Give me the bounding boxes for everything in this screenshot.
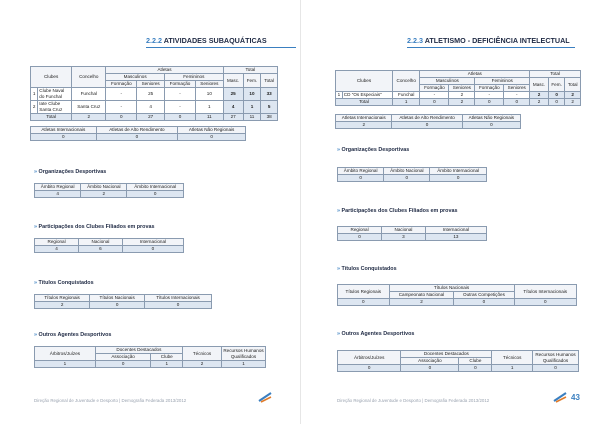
outros-table — [337, 350, 579, 372]
header-cell: Âmbito Nacional — [81, 184, 127, 191]
header-cell: Títulos Regionais — [35, 295, 90, 302]
cell: 0 — [164, 114, 195, 121]
tit-section-title: » Títulos Conquistados — [337, 266, 397, 272]
header-cell: Atletas Não Regionais — [462, 115, 520, 122]
org-title-text: Organizações Desportivas — [341, 147, 410, 153]
cell: 0 — [95, 361, 151, 368]
header-total: Total — [223, 67, 277, 74]
cell: 0 — [420, 99, 449, 106]
cell: 25 — [223, 88, 243, 101]
header-cell: Regional — [35, 239, 79, 246]
part-table — [34, 238, 184, 253]
cell: 0 — [338, 299, 390, 306]
org-section-title: » Organizações Desportivas — [34, 169, 107, 175]
cell: 2 — [449, 99, 475, 106]
tit-table — [34, 294, 212, 309]
header-cell: Atletas de Alto Rendimento — [392, 115, 462, 122]
header-total-col: Total — [261, 74, 278, 88]
cell: 4 — [35, 246, 79, 253]
header-cell: Âmbito Regional — [338, 168, 384, 175]
cell: 2 — [72, 114, 106, 121]
header-cell: Âmbito Internacional — [127, 184, 184, 191]
cell: 38 — [261, 114, 278, 121]
header-formacao: Formação — [106, 81, 137, 88]
header-cell: Campeonato Nacional — [389, 292, 454, 299]
cell: 0 — [454, 299, 514, 306]
cell: 0 — [178, 134, 246, 141]
cell: 13 — [425, 234, 486, 241]
header-cell: Títulos Regionais — [338, 285, 390, 299]
header-seniores: Seniores — [137, 81, 165, 88]
cell: 2 — [81, 191, 127, 198]
tit-title-text: Títulos Conquistados — [38, 280, 94, 286]
header-masculinos: Masculinos — [106, 74, 165, 81]
cell: 0 — [127, 191, 184, 198]
outros-title-text: Outros Agentes Desportivos — [341, 331, 415, 337]
concelho: Funchal — [72, 88, 106, 101]
title-rule — [146, 47, 296, 48]
header-total-col: Total — [565, 78, 581, 92]
cell: 2 — [449, 92, 475, 99]
header-cell: Atletas Não Regionais — [178, 127, 246, 134]
header-fem: Fem. — [243, 74, 261, 88]
header-cell: Recursos Humanos Qualificados — [533, 351, 579, 365]
header-formacao: Formação — [420, 85, 449, 92]
header-concelho: Concelho — [392, 71, 419, 92]
cell: 27 — [223, 114, 243, 121]
cell: 0 — [548, 92, 564, 99]
cell: 2 — [565, 99, 581, 106]
cell: 0 — [475, 99, 504, 106]
cell: 2 — [565, 92, 581, 99]
cell: 0 — [401, 365, 459, 372]
header-cell: Âmbito Nacional — [384, 168, 430, 175]
cell: 1 — [222, 361, 266, 368]
header-seniores: Seniores — [196, 81, 224, 88]
header-cell: Títulos Nacionais — [389, 285, 514, 292]
cell: 0 — [430, 175, 487, 182]
section-number: 2.2.2 — [146, 36, 162, 45]
cell: 10 — [243, 88, 261, 101]
header-cell: Regional — [338, 227, 382, 234]
total-label: Total — [31, 114, 72, 121]
cell: 0 — [338, 175, 384, 182]
header-concelho: Concelho — [72, 67, 106, 88]
row-number: 1 — [31, 88, 38, 101]
header-cell: Associação — [95, 354, 151, 361]
header-formacao: Formação — [475, 85, 504, 92]
cell: 1 — [492, 365, 533, 372]
drjd-logo-icon — [553, 390, 567, 404]
header-cell: Técnicos — [492, 351, 533, 365]
header-femininos: Femininos — [164, 74, 223, 81]
part-section-title: » Participações dos Clubes Filiados em provas — [337, 208, 458, 214]
header-clubes: Clubes — [336, 71, 393, 92]
cell: 4 — [35, 191, 81, 198]
table-row — [31, 101, 278, 114]
cell: 0 — [338, 234, 382, 241]
header-cell: Títulos Nacionais — [90, 295, 145, 302]
clubes-table — [335, 70, 581, 106]
cell: 33 — [261, 88, 278, 101]
outros-table — [34, 346, 266, 368]
org-table — [337, 167, 487, 182]
page-number: 43 — [571, 393, 580, 402]
header-fem: Fem. — [548, 78, 564, 92]
cell: 1 — [243, 101, 261, 114]
header-cell: Internacional — [122, 239, 183, 246]
header-cell: Docentes Destacados — [401, 351, 492, 358]
cell: - — [475, 92, 504, 99]
header-cell: Nacional — [382, 227, 426, 234]
cell: 5 — [261, 101, 278, 114]
header-cell: Títulos Internacionais — [514, 285, 577, 299]
cell: 0 — [106, 114, 137, 121]
cell: 10 — [196, 88, 224, 101]
header-cell: Clube — [151, 354, 183, 361]
cell: 0 — [31, 134, 97, 141]
cell: - — [164, 88, 195, 101]
cell: 4 — [223, 101, 243, 114]
cell: 0 — [90, 302, 145, 309]
cell: 0 — [462, 122, 520, 129]
header-atletas: Atletas — [420, 71, 530, 78]
cell: - — [106, 88, 137, 101]
outros-title-text: Outros Agentes Desportivos — [38, 332, 112, 338]
header-cell: Docentes Destacados — [95, 347, 182, 354]
header-masculinos: Masculinos — [420, 78, 475, 85]
cell: 0 — [122, 246, 183, 253]
cell: 0 — [533, 365, 579, 372]
concelho: Funchal — [392, 92, 419, 99]
outros-section-title: » Outros Agentes Desportivos — [34, 332, 112, 338]
cell: 11 — [196, 114, 224, 121]
cell: - — [164, 101, 195, 114]
tit-title-text: Títulos Conquistados — [341, 266, 397, 272]
cell: 0 — [145, 302, 212, 309]
part-title-text: Participações dos Clubes Filiados em provas — [38, 224, 155, 230]
cell: 11 — [243, 114, 261, 121]
cell: 2 — [183, 361, 222, 368]
cell: - — [106, 101, 137, 114]
header-cell: Clube — [459, 358, 492, 365]
part-section-title: » Participações dos Clubes Filiados em provas — [34, 224, 155, 230]
footer: Direção Regional de Juventude e Desporto | Demografia Federada 2013/2012 — [337, 398, 490, 403]
section-title — [407, 36, 570, 45]
cell: 1 — [151, 361, 183, 368]
org-section-title: » Organizações Desportivas — [337, 147, 410, 153]
cell: 0 — [514, 299, 577, 306]
drjd-logo-icon — [258, 390, 272, 404]
cell: 0 — [548, 99, 564, 106]
header-cell: Árbitros/Juízes — [35, 347, 96, 361]
club-name: CD "Os Especiais" — [342, 92, 392, 99]
org-title-text: Organizações Desportivas — [38, 169, 107, 175]
header-total: Total — [530, 71, 581, 78]
cell: 3 — [382, 234, 426, 241]
atletas-table — [30, 126, 246, 141]
table-row — [31, 88, 278, 101]
atletas-table — [335, 114, 521, 129]
club-name: Clube Naval do Funchal — [38, 88, 72, 101]
cell: 1 — [35, 361, 96, 368]
header-seniores: Seniores — [449, 85, 475, 92]
header-masc: Masc. — [223, 74, 243, 88]
header-formacao: Formação — [164, 81, 195, 88]
cell: 0 — [392, 122, 462, 129]
cell: 4 — [137, 101, 165, 114]
header-cell: Técnicos — [183, 347, 222, 361]
header-cell: Atletas de Alto Rendimento — [96, 127, 178, 134]
cell: 6 — [79, 246, 123, 253]
cell: 2 — [530, 99, 549, 106]
cell: 0 — [338, 365, 401, 372]
cell: 0 — [384, 175, 430, 182]
table-row — [336, 92, 581, 99]
cell: - — [420, 92, 449, 99]
part-title-text: Participações dos Clubes Filiados em provas — [341, 208, 458, 214]
header-cell: Outras Competições — [454, 292, 514, 299]
total-label: Total — [336, 99, 393, 106]
part-table — [337, 226, 487, 241]
section-title-text: ATIVIDADES SUBAQUÁTICAS — [163, 36, 267, 45]
section-number: 2.2.3 — [407, 36, 423, 45]
row-number: 2 — [31, 101, 38, 114]
org-table — [34, 183, 184, 198]
cell: 2 — [35, 302, 90, 309]
clubes-table — [30, 66, 278, 121]
header-clubes: Clubes — [31, 67, 72, 88]
header-cell: Âmbito Regional — [35, 184, 81, 191]
cell: 2 — [336, 122, 392, 129]
header-seniores: Seniores — [504, 85, 530, 92]
header-cell: Âmbito Internacional — [430, 168, 487, 175]
outros-section-title: » Outros Agentes Desportivos — [337, 331, 415, 337]
cell: 0 — [459, 365, 492, 372]
cell: 25 — [137, 88, 165, 101]
header-femininos: Femininos — [475, 78, 530, 85]
header-cell: Recursos Humanos Qualificados — [223, 347, 264, 359]
cell: 1 — [196, 101, 224, 114]
footer: Direção Regional de Juventude e Desporto | Demografia Federada 2013/2012 — [34, 398, 187, 403]
cell: - — [504, 92, 530, 99]
cell: 2 — [530, 92, 549, 99]
right-page — [300, 0, 600, 424]
header-masc: Masc. — [530, 78, 549, 92]
header-cell: Títulos Internacionais — [145, 295, 212, 302]
cell: 2 — [389, 299, 454, 306]
header-cell: Árbitros/Juízes — [338, 351, 401, 365]
header-cell: Atletas Internacionais — [31, 127, 97, 134]
cell: 0 — [504, 99, 530, 106]
tit-table — [337, 284, 577, 306]
header-cell: Nacional — [79, 239, 123, 246]
total-row — [336, 99, 581, 106]
tit-section-title: » Títulos Conquistados — [34, 280, 94, 286]
concelho: Santa Cruz — [72, 101, 106, 114]
club-name: Iate Clube Santa Cruz — [38, 101, 72, 114]
cell: 0 — [96, 134, 178, 141]
cell: 1 — [392, 99, 419, 106]
header-atletas: Atletas — [106, 67, 223, 74]
header-cell: Atletas Internacionais — [336, 115, 392, 122]
section-title — [146, 36, 267, 45]
total-row — [31, 114, 278, 121]
header-cell: Internacional — [425, 227, 486, 234]
row-number: 1 — [336, 92, 343, 99]
section-title-text: ATLETISMO - DEFICIÊNCIA INTELECTUAL — [424, 36, 570, 45]
header-cell: Associação — [401, 358, 459, 365]
title-rule — [407, 47, 575, 48]
cell: 27 — [137, 114, 165, 121]
